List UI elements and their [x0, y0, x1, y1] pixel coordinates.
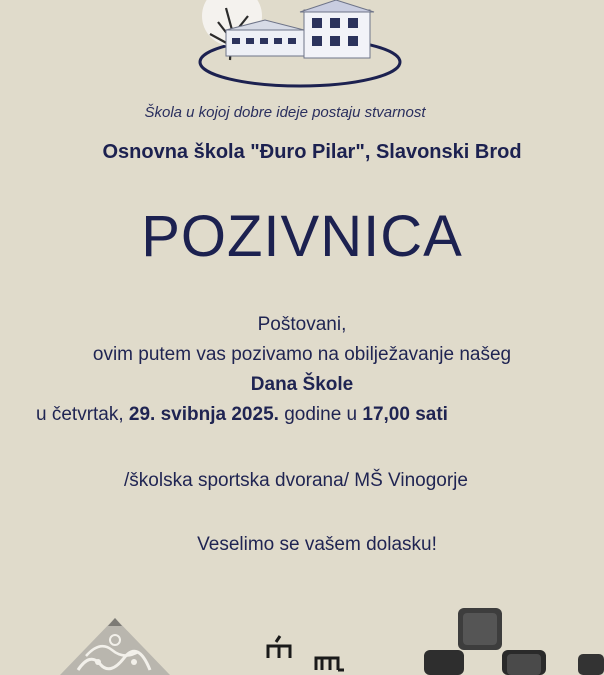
school-motto: Škola u kojoj dobre ideje postaju stvarnost: [144, 104, 426, 121]
greeting: Poštovani,: [257, 314, 347, 335]
date-prefix: u četvrtak,: [36, 404, 129, 425]
glagolitic-letters-icon: [268, 636, 344, 670]
invitation-body: [0, 310, 604, 430]
date-time-line: [0, 400, 604, 430]
school-name: Osnovna škola "Đuro Pilar", Slavonski Brod: [102, 141, 522, 163]
event-name: Dana Škole: [250, 374, 354, 395]
invitation-title: POZIVNICA: [141, 204, 463, 269]
invitation-line: ovim putem vas pozivamo na obilježavanje našeg: [92, 344, 512, 365]
date-middle: godine u: [278, 404, 363, 425]
bottom-decorations: [0, 590, 604, 675]
school-building-icon: [190, 0, 410, 92]
event-venue: /školska sportska dvorana/ MŠ Vinogorje: [124, 470, 468, 491]
closing-line: Veselimo se vašem dolasku!: [197, 534, 437, 555]
stacked-blocks-icon: [424, 608, 604, 675]
event-time: 17,00 sati: [362, 404, 448, 425]
stone-relief-icon: [60, 618, 170, 675]
event-date: 29. svibnja 2025.: [128, 404, 279, 425]
